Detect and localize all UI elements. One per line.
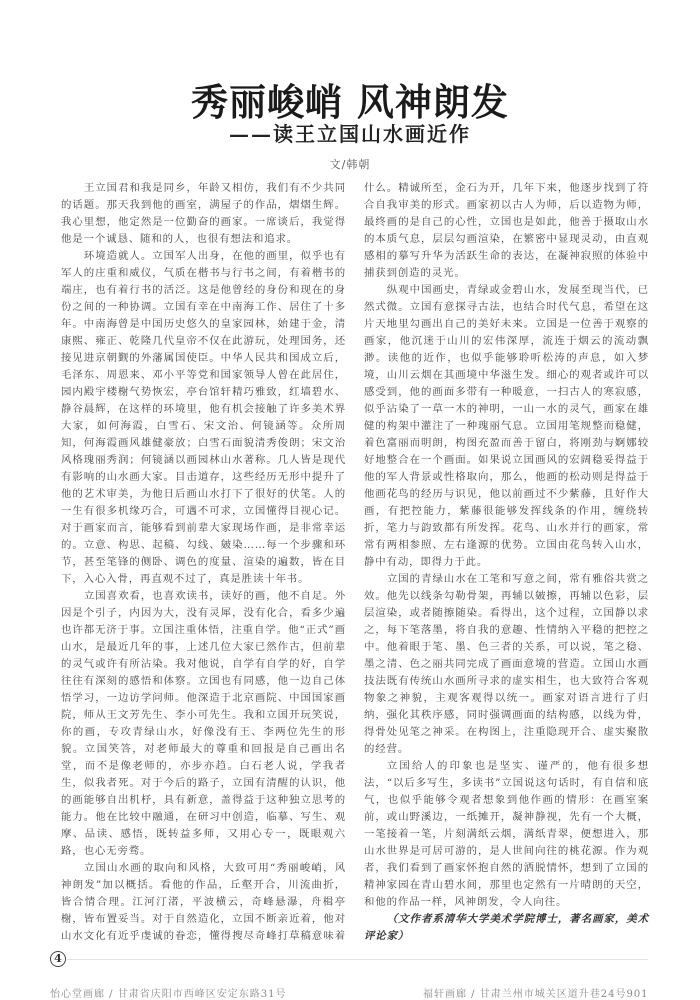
page-number: 4 (50, 951, 66, 967)
author-note: （文作者系清华大学美术学院博士，著名画家，美术评论家） (364, 913, 649, 942)
paragraph: 立国喜欢看，也喜欢读书，读好的画，他不自足。外因是个引子，内因为大，没有灵犀，没有化合，看多少遍也许都无济于事。立国注重体悟，注重自学。他“正式”画山水，是最近几年的事，上述几位大家已然作古，但前辈的灵气或许有所沾染。我对他说，自学有自学的好，自学往往有深刻的感悟和体察。立国也有同感，他一边自己体悟学习，一边访学问师。他深造于北京画院、中国国家画院，师从王文芳先生、李小可先生。我和立国开玩笑说，你的画，专攻青绿山水，好像没有王、李两位先生的形貌。立国笑答，对老师最大的尊重和回报是自己画出名堂，而不是像老师的，亦步亦趋。白石老人说，学我者生，似我者死。对于今后的路子，立国有清醒的认识，他的画能够自出机杼，具有新意，盖得益于这种独立思考的能力。他在比较中融通，在研习中创造，临摹、写生、观摩、品读、感悟，既转益多师，又用心专一，既眼观六路，也心无旁骛。 (61, 590, 346, 857)
page-number-bar (50, 951, 648, 967)
divider (67, 959, 648, 960)
article-flow (50, 180, 649, 1000)
paragraph: 环境造就人。立国军人出身，在他的画里，似乎也有军人的庄重和威仪，气质在楷书与行书之间，有着楷书的端庄，也有着行书的活泛。这是他曾经的身份和现在的身份之间的一种协调。立国有幸在中南海工作、居住了十多年。中南海曾是中国历史悠久的皇家园林，始建于金，清康熙、雍正、乾隆几代皇帝不仅在此游玩，处理国务，还接见进京朝觐的外藩属国使臣。中华人民共和国成立后，毛泽东、周恩来、邓小平等党和国家领导人曾在此居住，园内殿宇楼榭气势恢宏，亭台馆轩精巧雅致，红墙碧水、静谷晨辉，在这样的环境里，他有机会接触了许多美术界大家，如何海霞，白雪石、宋文治、何镜涵等。众所周知，何海霞画风雄健豪放；白雪石面貌清秀俊朗；宋文治风格瑰丽秀润；何镜涵以画园林山水著称。几人皆是现代有影响的山水画大家。目击道存，这些经历无形中提升了他的艺术审美，为他日后画山水打下了很好的伏笔。人的一生有很多机缘巧合，可遇不可求，立国懂得目视心记。对于画家而言，能够看到前辈大家现场作画，是非常幸运的。立意、构思、起稿、勾线、皴染……每一个步骤和环节，甚至笔锋的侧卧、调色的度量、渲染的遍数，皆在目下，入心入骨，再直观不过了，真是胜读十年书。 (61, 250, 346, 585)
article-subtitle: ——读王立国山水画近作 (229, 122, 471, 146)
paragraph: 王立国君和我是同乡，年龄又相仿，我们有不少共同的话题。那天我到他的画室，满屋子的作品，熠熠生辉。我心里想，他定然是一位勤奋的画家。一席谈后，我觉得他是一个诚恳、随和的人，也很有想法和追求。 (61, 182, 346, 245)
footer-right-gallery: 福轩画廊 / 甘肃兰州市城关区道升巷24号901 (423, 989, 649, 1000)
byline: 文/韩朝 (329, 158, 371, 171)
paragraph: 立国给人的印象也是坚实、谨严的，他有很多想法，“以后多写生，多读书”立国说这句话时，有自信和底气，也似乎能够令观者想象到他作画的情形：在画室案前，或山野溪边，一纸摊开，凝神静视，先有一个大概，一笔接着一笔，片刻满纸云烟，满纸青翠，便想进入，那山水世界是可居可游的，是人世间向往的桃花源。作为观者，我们看到了画家怀抱自然的洒脱情怀，想到了立国的精神家园在青山碧水间，那里也定然有一片晴朗的天空，和他的作品一样，风神朗发，令人向往。 (364, 760, 649, 908)
footer-left-gallery: 怡心堂画廊 / 甘肃省庆阳市西峰区安定东路31号 (50, 989, 287, 1000)
paragraph: 立国山水画的取向和风格，大致可用“秀丽峻峭，风神朗发”加以概括。看他的作品，丘壑开合，川流曲折，皆合情合理。江河汀渚，平波横云，奇峰悬瀑，舟楫亭榭，皆布置妥当。对于自然造化，立国不断亲近着，他对山水文化有近乎虔诚的眷恋，懂得搜尽奇峰打草稿意味着什么。精诚所至，金石为开，几年下来，他逐步找到了符合自我审美的形式。画家初以古人为师，后以造物为师，最终画的是自己的心性，立国也是如此，他善于摄取山水的本质气息，层层勾画渲染，在繁密中显现灵动，由直观感相的摹写升华为活跃生命的表达，在凝神寂照的体验中捕获到创造的灵光。 (61, 182, 649, 942)
paragraph: 立国的青绿山水在工笔和写意之间，常有雅俗共赏之效。他先以线条勾勒骨架，再辅以皴擦，再辅以色彩，层层渲染，或者随擦随染。看得出，这个过程，立国静以求之，每下笔落墨，将自我的意趣、性情纳入平稳的把控之中。他着眼于笔、墨、色三者的关系，可以说，笔之稳、墨之清、色之丽共同完成了画面意境的营造。立国山水画技法既有传统山水画所寻求的虚实相生，也大致符合客观物象之神貌，主观客观得以统一。画家对语言进行了归纳，强化其秩序感，同时强调画面的结构感，以线为骨，得骨处见笔之神采。在构图上，注重隐现开合、虚实聚散的经营。 (364, 573, 649, 755)
paragraph: 纵观中国画史，青绿或金碧山水，发展至现当代，已然式微。立国有意探寻古法，也结合时代气息，希望在这片天地里勾画出自己的美好未来。立国是一位善于观察的画家，他沉迷于山川的宏伟深厚，流连于烟云的流动飘渺。读他的近作，也似乎能够聆听松涛的声息，如入梦境，山川云烟在其画境中华滋生发。细心的观者或许可以感受到，他的画面多带有一种暖意，一扫古人的寒寂感，似乎沾染了一草一木的神明，一山一水的灵气，画家在雄健的构架中灌注了一种瑰丽气息。立国用笔规整而稳健，着色富丽而明朗，构图充盈而善于留白，将刚劲与婀娜较好地整合在一个画面。如果说立国画风的宏阔稳妥得益于他的军人背景或性格取向，那么，他画的松动则是得益于他画花鸟的经历与识见，他以前画过不少紫藤，且好作大画，有把控能力，紫藤很能够发挥线条的作用，缠绕转折，笔力与韵致都有所发挥。花鸟、山水并行的画家，常常有两相参照、左右逢源的优势。立国由花鸟转入山水，静中有动，即得力于此。 (364, 284, 649, 568)
article-title: 秀丽峻峭 风神朗发 (191, 80, 509, 124)
article-body (61, 180, 649, 945)
footer (50, 985, 648, 999)
